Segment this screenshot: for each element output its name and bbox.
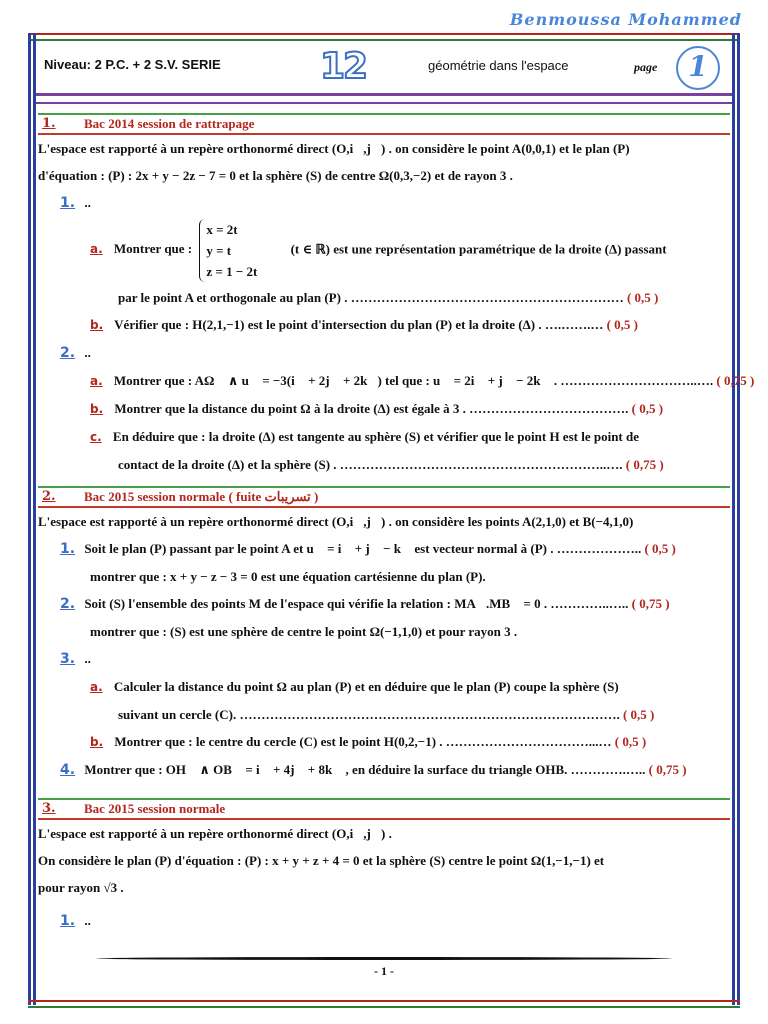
points-badge: ( 0,5 ) (622, 707, 655, 722)
question-label: 2. (60, 596, 76, 612)
question-2: 2. Soit (S) l'ensemble des points M de l'espace qui vérifie la relation : MA⃗.MB⃗ = 0 . …………..….. ( 0,75 ) (60, 596, 670, 612)
frame-bottom-border (28, 1000, 740, 1008)
points-badge: ( 0,75 ) (625, 457, 664, 472)
paragraph: On considère le plan (P) d'équation : (P) : x + y + z + 4 = 0 et la sphère (S) centre le point Ω(1,−1,−1) et (38, 853, 605, 868)
paragraph: L'espace est rapporté à un repère orthonormé direct (O,i⃗,j⃗) . on considère le point A(0,0,1) et le plan (P) (38, 141, 630, 156)
section-number: 1. (42, 116, 56, 131)
frame-right-inner-border (732, 33, 735, 1005)
question-label: a. (90, 374, 103, 388)
question-3b: b. Montrer que : le centre du cercle (C) est le point H(0,2,−1) . ……………………………...… ( 0,5 ) (90, 734, 647, 749)
question-label: 4. (60, 762, 76, 778)
question-text: par le point A et orthogonale au plan (P) . ……………………………………………………… ( 0,5 ) (118, 290, 659, 305)
page-label: page (634, 60, 658, 74)
page-footer-number: - 1 - (374, 964, 394, 978)
level-label: Niveau: 2 P.C. + 2 S.V. SERIE (44, 57, 221, 72)
paragraph: L'espace est rapporté à un repère orthonormé direct (O,i⃗,j⃗) . (38, 826, 392, 841)
section-title: Bac 2014 session de rattrapage (84, 116, 255, 131)
question-text: a. Montrer que : (90, 241, 193, 257)
paragraph: d'équation : (P) : 2x + y − 2z − 7 = 0 et la sphère (S) de centre Ω(0,3,−2) et de rayon 3 . (38, 168, 513, 183)
question-label: b. (90, 318, 104, 332)
section-header-2 (38, 478, 730, 508)
question-2b: b. Montrer que la distance du point Ω à la droite (Δ) est égale à 3 . ………………………………. ( 0,5 ) (90, 401, 664, 416)
points-badge: ( 0,5 ) (631, 401, 664, 416)
points-badge: ( 0,5 ) (626, 290, 659, 305)
points-badge: ( 0,5 ) (614, 734, 647, 749)
question-3a: a. Calculer la distance du point Ω au plan (P) et en déduire que le plan (P) coupe la sphère (S) (90, 679, 619, 694)
parametric-system: x = 2t y = t z = 1 − 2t (199, 219, 257, 282)
question-label: c. (90, 430, 102, 444)
points-badge: ( 0,5 ) (606, 317, 639, 332)
question-label: b. (90, 402, 104, 416)
question-1a (38, 219, 730, 282)
question-1b: b. Vérifier que : H(2,1,−1) est le point d'intersection du plan (P) et la droite (Δ) . ….…….… ( 0,5 ) (90, 317, 639, 332)
question-text: montrer que : x + y − z − 3 = 0 est une équation cartésienne du plan (P). (90, 569, 486, 584)
question-label: a. (90, 680, 103, 694)
question-label: 1. (60, 913, 76, 929)
question-1: 1. Soit le plan (P) passant par le point A et u⃗ = i⃗ + j⃗ − k⃗ est vecteur normal à (P) . ……………….. ( 0,5 ) (60, 541, 676, 557)
page-number-badge: 1 (676, 46, 720, 90)
question-label: 2. (60, 345, 76, 361)
points-badge: ( 0,75 ) (648, 762, 687, 777)
points-badge: ( 0,75 ) (631, 596, 670, 611)
question-label: 3. (60, 651, 76, 667)
author-name: Benmoussa Mohammed (509, 10, 742, 29)
section-number: 3. (42, 801, 56, 816)
question-2c: c. En déduire que : la droite (Δ) est tangente au sphère (S) et vérifier que le point H est le point de (90, 429, 639, 444)
paragraph: L'espace est rapporté à un repère orthonormé direct (O,i⃗,j⃗) . on considère les points A(2,1,0) et B(−4,1,0) (38, 514, 634, 529)
page-header (40, 44, 728, 90)
frame-right-border (737, 33, 740, 1005)
section-header-3 (38, 790, 730, 820)
section-header-1 (38, 105, 730, 135)
question-2: 2. .. (60, 345, 91, 361)
question-1: 1. .. (60, 195, 91, 211)
question-label: a. (90, 242, 103, 257)
frame-left-inner-border (33, 33, 36, 1005)
question-3: 3. .. (60, 651, 91, 667)
series-number: 12 (320, 46, 367, 87)
question-1: 1. .. (60, 913, 91, 929)
footer-divider (96, 957, 672, 960)
points-badge: ( 0,5 ) (644, 541, 676, 556)
question-2a: a. Montrer que : AΩ⃗ ∧ u⃗ = −3(i⃗ + 2j⃗ + 2k⃗) tel que : u⃗ = 2i⃗ + j⃗ − 2k⃗ . …………………………..…. ( 0,75 ) (90, 373, 755, 388)
points-badge: ( 0,75 ) (716, 373, 755, 388)
question-4: 4. Montrer que : OH⃗ ∧ OB⃗ = i⃗ + 4j⃗ + 8k⃗ , en déduire la surface du triangle OHB. ………….….. ( 0,75 ) (60, 762, 687, 778)
question-label: 1. (60, 195, 76, 211)
paragraph: pour rayon √3 . (38, 880, 124, 895)
subject-title: géométrie dans l'espace (428, 58, 569, 73)
section-title: Bac 2015 session normale ( fuite تسريبات ) (84, 489, 319, 504)
question-label: 1. (60, 541, 76, 557)
section-number: 2. (42, 489, 56, 504)
document-body (38, 105, 755, 935)
question-text: (t ∈ ℝ) est une représentation paramétrique de la droite (Δ) passant (290, 241, 667, 257)
question-text: suivant un cercle (C). ……………………………………………………………………………. ( 0,5 ) (118, 707, 655, 722)
frame-left-border (28, 33, 31, 1005)
header-divider (36, 93, 732, 104)
question-text: contact de la droite (Δ) et la sphère (S) . ……………………………………………………..…. ( 0,75 ) (118, 457, 664, 472)
question-text: montrer que : (S) est une sphère de centre le point Ω(−1,1,0) et pour rayon 3 . (90, 624, 518, 639)
frame-top-border (28, 33, 740, 41)
section-title: Bac 2015 session normale (84, 801, 226, 816)
question-label: b. (90, 735, 104, 749)
